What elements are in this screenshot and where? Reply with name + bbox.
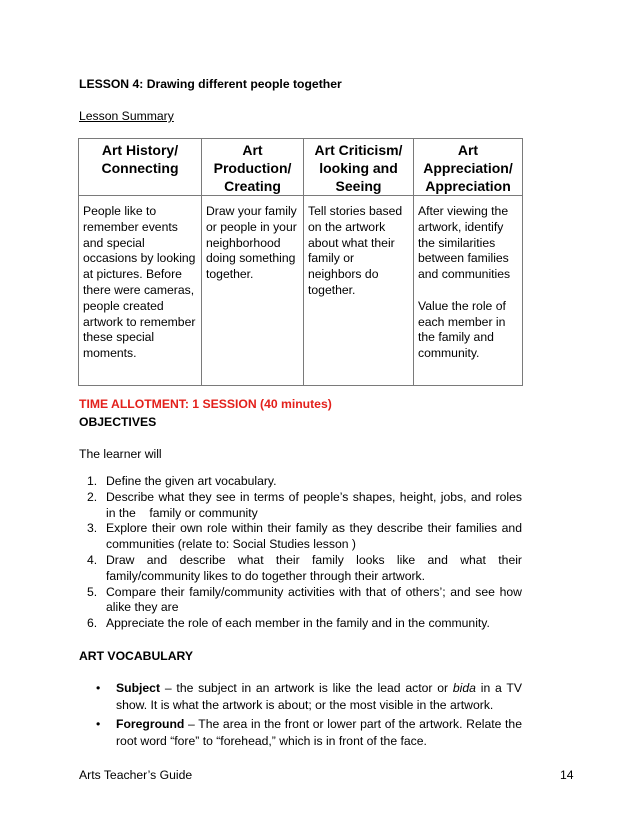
vocabulary-list [96, 680, 522, 750]
lesson-summary-label: Lesson Summary [79, 109, 174, 123]
list-item: 2. Describe what they see in terms of people’s shapes, height, jobs, and roles in the family or community [87, 489, 526, 520]
header-art-criticism: Art Criticism/ looking and Seeing [304, 139, 414, 196]
bullet-icon: • [96, 717, 101, 731]
vocab-item-foreground: • Foreground – The area in the front or lower part of the artwork. Relate the root word “fore” to “forehead,” which is in front of the face. [96, 717, 522, 748]
list-item: 6. Appreciate the role of each member in the family and in the community. [87, 616, 490, 631]
objectives-heading: OBJECTIVES [79, 415, 157, 429]
vocab-term: Foreground [116, 717, 185, 731]
objectives-list [79, 474, 526, 632]
header-art-history: Art History/ Connecting [79, 139, 202, 196]
objectives-intro: The learner will [79, 447, 162, 461]
header-art-production: Art Production/ Creating [202, 139, 304, 196]
cell-art-appreciation: After viewing the artwork, identify the similarities between families and communities Value the role of each member in the family and community. [414, 196, 523, 386]
time-allotment: TIME ALLOTMENT: 1 SESSION (40 minutes) [79, 397, 332, 411]
table-row [79, 196, 523, 386]
list-item: 1. Define the given art vocabulary. [87, 474, 277, 488]
cell-art-production: Draw your family or people in your neighborhood doing something together. [202, 196, 304, 386]
list-item: 4. Draw and describe what their family looks like and what their family/community likes to do together through their artwork. [87, 552, 522, 583]
bullet-icon: • [96, 681, 101, 695]
vocab-term: Subject [116, 681, 161, 695]
page-number: 14 [560, 768, 574, 782]
cell-art-history: People like to remember events and special occasions by looking at pictures. Before there were cameras, people created artwork to remember these special moments. [79, 196, 202, 386]
list-item: 3. Explore their own role within their family as they describe their families and communities (relate to: Social Studies lesson ) [87, 521, 522, 552]
table-header-row [79, 139, 523, 196]
vocab-item-subject: • Subject – the subject in an artwork is like the lead actor or bida in a TV show. It is what the artwork is about; or the most visible in the artwork. [96, 681, 522, 712]
list-item: 5. Compare their family/community activities with that of others’; and see how alike they are [87, 584, 522, 615]
cell-art-criticism: Tell stories based on the artwork about what their family or neighbors do together. [304, 196, 414, 386]
lesson-title: LESSON 4: Drawing different people together [79, 77, 342, 91]
footer-guide-title: Arts Teacher’s Guide [79, 768, 193, 782]
art-vocabulary-heading: ART VOCABULARY [79, 649, 193, 663]
header-art-appreciation: Art Appreciation/ Appreciation [414, 139, 523, 196]
lesson-summary-table [78, 138, 523, 386]
